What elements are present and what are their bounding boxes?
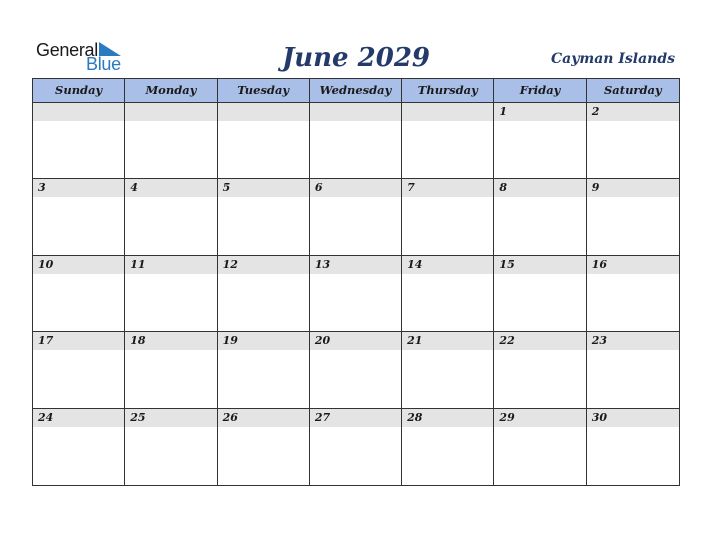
day-number: 16 — [591, 257, 608, 271]
day-cell — [402, 179, 494, 255]
logo-text-blue: Blue — [86, 54, 121, 74]
day-cell — [310, 103, 402, 179]
day-number-bar — [125, 103, 216, 121]
day-cell — [402, 103, 494, 179]
day-cell — [33, 332, 125, 408]
day-number: 5 — [222, 181, 231, 195]
calendar-grid — [32, 78, 680, 486]
day-cell — [587, 103, 679, 179]
day-cell — [494, 256, 586, 332]
day-number: 14 — [407, 257, 423, 271]
day-number-bar — [587, 103, 679, 121]
day-number: 2 — [591, 105, 600, 118]
day-cell — [310, 256, 402, 332]
day-number: 21 — [407, 334, 423, 348]
weekday-header: Wednesday — [310, 79, 402, 103]
day-number: 10 — [38, 257, 54, 271]
day-cell — [310, 332, 402, 408]
day-cell — [494, 409, 586, 485]
day-cell — [494, 103, 586, 179]
day-number-bar — [310, 103, 401, 121]
weekday-header: Tuesday — [218, 79, 310, 103]
day-cell — [125, 256, 217, 332]
day-cell — [494, 332, 586, 408]
day-number: 9 — [591, 181, 600, 195]
day-number: 24 — [38, 410, 54, 424]
weekday-header: Saturday — [587, 79, 679, 103]
day-cell — [125, 103, 217, 179]
day-number: 19 — [222, 334, 238, 348]
day-number-bar — [33, 103, 124, 121]
region-label: Cayman Islands — [551, 51, 675, 67]
day-number: 29 — [499, 410, 515, 424]
day-number: 7 — [407, 181, 415, 195]
day-cell — [218, 409, 310, 485]
day-number: 3 — [38, 181, 46, 195]
day-cell — [587, 179, 679, 255]
weekday-header: Friday — [494, 79, 586, 103]
day-cell — [402, 409, 494, 485]
day-number-bar — [310, 179, 401, 197]
day-number: 13 — [314, 257, 331, 271]
weekday-header: Monday — [125, 79, 217, 103]
day-number-bar — [494, 179, 585, 197]
day-number-bar — [218, 103, 309, 121]
day-number: 15 — [499, 257, 515, 271]
day-number-bar — [125, 179, 216, 197]
day-cell — [218, 256, 310, 332]
day-number: 18 — [130, 334, 146, 348]
day-number: 20 — [314, 334, 331, 348]
day-cell — [33, 103, 125, 179]
day-number: 23 — [591, 334, 608, 348]
day-number: 4 — [130, 181, 138, 195]
day-number: 1 — [499, 105, 508, 118]
day-cell — [218, 332, 310, 408]
day-number-bar — [587, 179, 679, 197]
day-number-bar — [494, 103, 585, 121]
day-cell — [125, 179, 217, 255]
day-cell — [402, 332, 494, 408]
day-cell — [310, 409, 402, 485]
day-cell — [33, 256, 125, 332]
day-number: 27 — [314, 410, 331, 424]
day-cell — [218, 103, 310, 179]
logo-text-general: General — [36, 40, 98, 60]
weekday-header: Sunday — [33, 79, 125, 103]
day-number-bar — [402, 103, 493, 121]
day-cell — [310, 179, 402, 255]
day-number: 26 — [222, 410, 238, 424]
day-cell — [125, 332, 217, 408]
weekday-header: Thursday — [402, 79, 494, 103]
day-cell — [218, 179, 310, 255]
day-number: 11 — [130, 257, 146, 271]
day-number: 17 — [38, 334, 54, 348]
day-number: 22 — [499, 334, 515, 348]
day-number: 30 — [591, 410, 608, 424]
day-number: 12 — [222, 257, 238, 271]
day-cell — [33, 409, 125, 485]
day-number: 8 — [499, 181, 508, 195]
day-cell — [494, 179, 586, 255]
day-number-bar — [33, 179, 124, 197]
day-number: 6 — [314, 181, 323, 195]
day-number: 25 — [130, 410, 146, 424]
day-number-bar — [218, 179, 309, 197]
day-cell — [587, 332, 679, 408]
day-number-bar — [402, 179, 493, 197]
day-cell — [587, 409, 679, 485]
day-cell — [402, 256, 494, 332]
day-number: 28 — [407, 410, 423, 424]
day-cell — [33, 179, 125, 255]
day-cell — [587, 256, 679, 332]
page-title: June 2029 — [281, 43, 431, 73]
day-cell — [125, 409, 217, 485]
